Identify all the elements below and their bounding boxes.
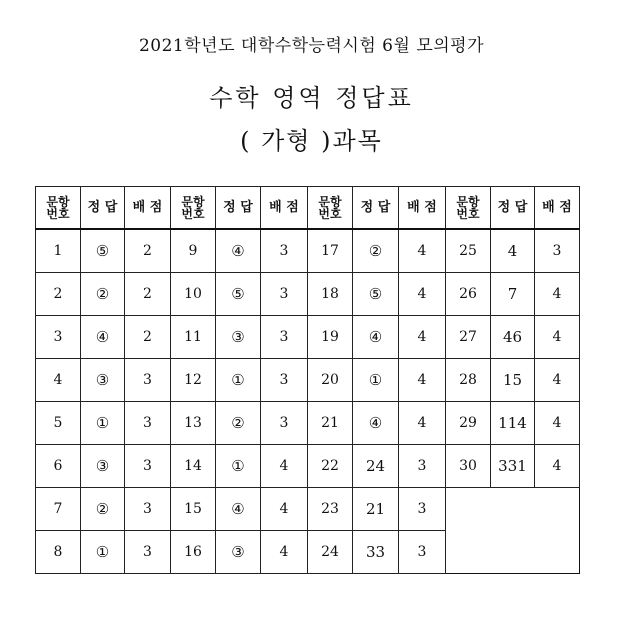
header-answer: 정 답 <box>353 187 399 230</box>
points-cell: 4 <box>399 273 446 316</box>
question-number-cell: 24 <box>308 531 353 574</box>
answer-cell: ④ <box>353 402 399 445</box>
header-question-number: 문항 번호 <box>171 187 216 230</box>
header-question-number: 문항 번호 <box>36 187 81 230</box>
points-cell: 4 <box>261 488 308 531</box>
answer-table <box>35 186 580 574</box>
question-number-cell: 10 <box>171 273 216 316</box>
question-number-cell: 7 <box>36 488 81 531</box>
answer-cell: ④ <box>216 229 261 273</box>
question-number-cell: 23 <box>308 488 353 531</box>
header-points: 배 점 <box>535 187 580 230</box>
points-cell: 3 <box>535 229 580 273</box>
page-subtitle: 수학 영역 정답표 <box>209 84 414 112</box>
answer-cell: 7 <box>491 273 535 316</box>
points-cell: 3 <box>261 273 308 316</box>
answer-cell: ② <box>353 229 399 273</box>
answer-cell: ① <box>216 359 261 402</box>
header-points: 배 점 <box>399 187 446 230</box>
points-cell: 3 <box>261 359 308 402</box>
answer-cell: 114 <box>491 402 535 445</box>
answer-cell: 24 <box>353 445 399 488</box>
answer-cell: ⑤ <box>216 273 261 316</box>
exam-title: 2021학년도 대학수학능력시험 6월 모의평가 <box>138 36 485 56</box>
question-number-cell: 29 <box>446 402 491 445</box>
answer-cell: ② <box>81 488 125 531</box>
question-number-cell: 4 <box>36 359 81 402</box>
question-number-cell: 8 <box>36 531 81 574</box>
header-points: 배 점 <box>125 187 171 230</box>
points-cell: 4 <box>261 445 308 488</box>
question-number-cell: 27 <box>446 316 491 359</box>
answer-cell: 4 <box>491 229 535 273</box>
points-cell: 4 <box>535 316 580 359</box>
answer-cell: ③ <box>216 316 261 359</box>
header-points: 배 점 <box>261 187 308 230</box>
answer-cell: 15 <box>491 359 535 402</box>
table-row <box>36 273 580 316</box>
points-cell: 4 <box>399 359 446 402</box>
table-row <box>36 229 580 273</box>
question-number-cell: 6 <box>36 445 81 488</box>
points-cell: 3 <box>399 488 446 531</box>
answer-cell: ④ <box>81 316 125 359</box>
answer-cell: ④ <box>353 316 399 359</box>
empty-area <box>446 488 580 531</box>
empty-area <box>446 531 580 574</box>
question-number-cell: 15 <box>171 488 216 531</box>
answer-cell: ② <box>216 402 261 445</box>
subject-label: ( 가형 )과목 <box>240 127 383 155</box>
answer-cell: ① <box>216 445 261 488</box>
header-row <box>36 187 580 230</box>
answer-cell: ⑤ <box>81 229 125 273</box>
question-number-cell: 22 <box>308 445 353 488</box>
question-number-cell: 5 <box>36 402 81 445</box>
question-number-cell: 21 <box>308 402 353 445</box>
answer-cell: ① <box>353 359 399 402</box>
question-number-cell: 9 <box>171 229 216 273</box>
points-cell: 4 <box>535 359 580 402</box>
table-row <box>36 402 580 445</box>
question-number-cell: 26 <box>446 273 491 316</box>
points-cell: 3 <box>261 316 308 359</box>
header-question-number: 문항 번호 <box>308 187 353 230</box>
points-cell: 3 <box>125 359 171 402</box>
question-number-cell: 20 <box>308 359 353 402</box>
points-cell: 3 <box>125 402 171 445</box>
points-cell: 4 <box>399 316 446 359</box>
question-number-cell: 3 <box>36 316 81 359</box>
table-row <box>36 531 580 574</box>
answer-cell: ① <box>81 402 125 445</box>
question-number-cell: 25 <box>446 229 491 273</box>
points-cell: 3 <box>125 445 171 488</box>
points-cell: 3 <box>399 531 446 574</box>
points-cell: 3 <box>125 488 171 531</box>
question-number-cell: 18 <box>308 273 353 316</box>
points-cell: 2 <box>125 229 171 273</box>
question-number-cell: 13 <box>171 402 216 445</box>
points-cell: 4 <box>535 445 580 488</box>
table-row <box>36 359 580 402</box>
points-cell: 3 <box>125 531 171 574</box>
question-number-cell: 1 <box>36 229 81 273</box>
points-cell: 4 <box>261 531 308 574</box>
table-row <box>36 316 580 359</box>
question-number-cell: 2 <box>36 273 81 316</box>
header-answer: 정 답 <box>216 187 261 230</box>
question-number-cell: 30 <box>446 445 491 488</box>
answer-cell: ③ <box>216 531 261 574</box>
points-cell: 3 <box>261 402 308 445</box>
answer-cell: 21 <box>353 488 399 531</box>
points-cell: 4 <box>399 402 446 445</box>
answer-cell: 33 <box>353 531 399 574</box>
answer-cell: 46 <box>491 316 535 359</box>
header-answer: 정 답 <box>491 187 535 230</box>
header-question-number: 문항 번호 <box>446 187 491 230</box>
question-number-cell: 12 <box>171 359 216 402</box>
table-row <box>36 488 580 531</box>
answer-cell: 331 <box>491 445 535 488</box>
question-number-cell: 28 <box>446 359 491 402</box>
points-cell: 4 <box>535 273 580 316</box>
answer-cell: ③ <box>81 359 125 402</box>
points-cell: 4 <box>535 402 580 445</box>
question-number-cell: 11 <box>171 316 216 359</box>
points-cell: 3 <box>399 445 446 488</box>
answer-cell: ① <box>81 531 125 574</box>
table-row <box>36 445 580 488</box>
answer-cell: ⑤ <box>353 273 399 316</box>
points-cell: 2 <box>125 316 171 359</box>
answer-cell: ④ <box>216 488 261 531</box>
question-number-cell: 16 <box>171 531 216 574</box>
points-cell: 2 <box>125 273 171 316</box>
question-number-cell: 19 <box>308 316 353 359</box>
points-cell: 4 <box>399 229 446 273</box>
header-answer: 정 답 <box>81 187 125 230</box>
points-cell: 3 <box>261 229 308 273</box>
answer-cell: ③ <box>81 445 125 488</box>
question-number-cell: 14 <box>171 445 216 488</box>
question-number-cell: 17 <box>308 229 353 273</box>
answer-cell: ② <box>81 273 125 316</box>
